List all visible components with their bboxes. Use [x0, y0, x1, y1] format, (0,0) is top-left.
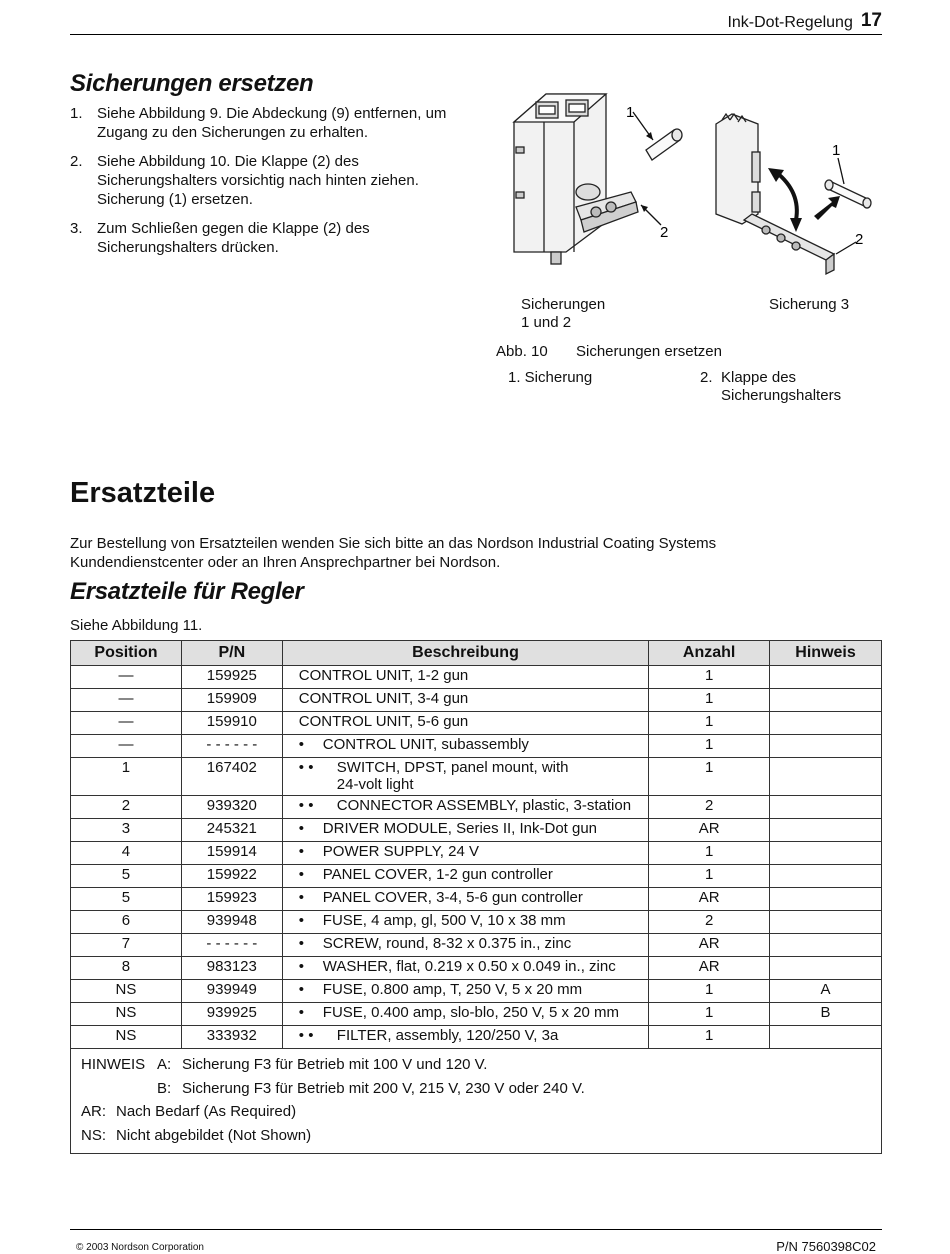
- cell-description: [282, 1026, 648, 1049]
- cell-position: 1: [71, 758, 182, 796]
- figure-label-left-line2: 1 und 2: [521, 314, 572, 331]
- row-description: CONTROL UNIT, 3-4 gun: [298, 690, 469, 707]
- table-row: [71, 1026, 882, 1049]
- cell-description: [282, 1003, 648, 1026]
- note-b: [81, 1077, 871, 1101]
- cell-pn: 159910: [181, 712, 282, 735]
- cell-quantity: 1: [649, 689, 770, 712]
- cell-description: [282, 842, 648, 865]
- cell-note: B: [770, 1003, 882, 1026]
- cell-quantity: AR: [649, 819, 770, 842]
- cell-note: [770, 934, 882, 957]
- cell-description: [282, 888, 648, 911]
- cell-note: [770, 842, 882, 865]
- callout-1b: 1: [832, 142, 841, 159]
- table-row: [71, 1003, 882, 1026]
- cell-note: [770, 865, 882, 888]
- footer-rule: [70, 1229, 882, 1230]
- figure-legend-1: 1. Sicherung: [508, 369, 593, 386]
- table-row: [71, 865, 882, 888]
- cell-pn: 939925: [181, 1003, 282, 1026]
- cell-quantity: 1: [649, 758, 770, 796]
- row-description: FILTER, assembly, 120/250 V, 3a: [336, 1027, 559, 1044]
- table-row: [71, 957, 882, 980]
- figure-label-left: [521, 296, 605, 332]
- row-description: PANEL COVER, 1-2 gun controller: [322, 866, 553, 883]
- row-description: WASHER, flat, 0.219 x 0.50 x 0.049 in., zinc: [322, 958, 616, 975]
- page-header: [70, 8, 882, 35]
- cell-description: [282, 666, 648, 689]
- cell-pn: - - - - - -: [181, 934, 282, 957]
- cell-description: [282, 689, 648, 712]
- fuse-step-number: 3.: [70, 220, 83, 237]
- note-ns-key: NS:: [81, 1126, 107, 1144]
- parts-table: [70, 640, 882, 1154]
- callout-line-1b: [838, 158, 844, 184]
- bullet-marker: •: [298, 1004, 305, 1021]
- callout-2b: 2: [855, 231, 864, 248]
- header-pn: P/N: [181, 641, 282, 666]
- cell-position: 6: [71, 911, 182, 934]
- row-description: CONNECTOR ASSEMBLY, plastic, 3-station: [336, 797, 632, 814]
- cell-note: [770, 666, 882, 689]
- notes-cell: [71, 1049, 882, 1154]
- cell-pn: 159925: [181, 666, 282, 689]
- parts-table-header: [71, 641, 882, 666]
- cell-pn: 939320: [181, 796, 282, 819]
- table-row: [71, 689, 882, 712]
- bullet-marker: •: [298, 912, 305, 929]
- cell-description: [282, 934, 648, 957]
- figure-label-right: Sicherung 3: [769, 296, 850, 313]
- note-a-text: Sicherung F3 für Betrieb mit 100 V und 120 V.: [182, 1056, 488, 1073]
- note-b-key: B:: [157, 1079, 172, 1097]
- rotation-arrow: [776, 172, 797, 220]
- row-description: SWITCH, DPST, panel mount, with: [336, 759, 569, 776]
- cell-pn: 333932: [181, 1026, 282, 1049]
- footer-part-number: P/N 7560398C02: [776, 1239, 876, 1254]
- section-heading-spare-parts: Ersatzteile: [70, 477, 216, 509]
- cell-position: —: [71, 689, 182, 712]
- cell-description: [282, 980, 648, 1003]
- table-row: [71, 911, 882, 934]
- bullet-marker: •: [298, 866, 305, 883]
- cell-note: [770, 911, 882, 934]
- row-description: DRIVER MODULE, Series II, Ink-Dot gun: [322, 820, 598, 837]
- bullet-marker: •: [298, 958, 305, 975]
- cell-position: 4: [71, 842, 182, 865]
- cell-quantity: AR: [649, 888, 770, 911]
- row-description: CONTROL UNIT, 1-2 gun: [298, 667, 469, 684]
- cell-quantity: 2: [649, 911, 770, 934]
- row-description: SCREW, round, 8-32 x 0.375 in., zinc: [322, 935, 572, 952]
- cell-pn: 159914: [181, 842, 282, 865]
- note-a-key: A:: [157, 1056, 172, 1073]
- note-ns-text: Nicht abgebildet (Not Shown): [116, 1126, 312, 1144]
- fuse-step: [70, 104, 470, 142]
- insert-arrow: [814, 196, 840, 220]
- figure-label-left-line1: Sicherungen: [521, 296, 606, 313]
- bullet-marker: •: [298, 889, 305, 906]
- header-description: Beschreibung: [282, 641, 648, 666]
- fuse-step: [70, 152, 470, 209]
- fuse-steps-list: [70, 104, 470, 267]
- row-description: POWER SUPPLY, 24 V: [322, 843, 479, 860]
- cell-note: [770, 819, 882, 842]
- parts-table-notes: [71, 1049, 882, 1154]
- fuse-step-text: Siehe Abbildung 10. Die Klappe (2) des Sicherungshalters vorsichtig nach hinten ziehen. Sicherung (1) ersetzen.: [97, 153, 419, 208]
- cell-description: [282, 796, 648, 819]
- cell-description: [282, 758, 648, 796]
- fuse-step: [70, 219, 470, 257]
- cell-position: 5: [71, 865, 182, 888]
- table-row: [71, 980, 882, 1003]
- fuse-step-text: Zum Schließen gegen die Klappe (2) des Sicherungshalters drücken.: [97, 220, 370, 256]
- note-b-text: Sicherung F3 für Betrieb mit 200 V, 215 V, 230 V oder 240 V.: [182, 1079, 585, 1097]
- section-heading-fuses: Sicherungen ersetzen: [70, 70, 314, 97]
- table-row: [71, 666, 882, 689]
- header-quantity: Anzahl: [649, 641, 770, 666]
- note-ar: [81, 1100, 871, 1124]
- table-row: [71, 934, 882, 957]
- cell-position: NS: [71, 980, 182, 1003]
- row-description: FUSE, 0.400 amp, slo-blo, 250 V, 5 x 20 mm: [322, 1004, 620, 1021]
- table-row: [71, 819, 882, 842]
- fuse-holder-illustration-left: [514, 94, 638, 264]
- table-row: [71, 712, 882, 735]
- bullet-marker: • •: [298, 1027, 314, 1044]
- fuse-step-number: 2.: [70, 153, 83, 170]
- page-number: 17: [860, 10, 882, 31]
- cell-position: NS: [71, 1003, 182, 1026]
- row-description: CONTROL UNIT, 5-6 gun: [298, 713, 469, 730]
- callout-line-2b: [836, 242, 856, 254]
- cell-note: [770, 957, 882, 980]
- section-heading-controller-parts: Ersatzteile für Regler: [70, 578, 304, 605]
- cell-pn: - - - - - -: [181, 735, 282, 758]
- callout-2a: 2: [660, 224, 669, 241]
- header-position: Position: [71, 641, 182, 666]
- note-a: [81, 1053, 871, 1077]
- cell-quantity: AR: [649, 957, 770, 980]
- callout-1a: 1: [626, 104, 635, 121]
- table-row: [71, 888, 882, 911]
- cell-description: [282, 819, 648, 842]
- cell-position: 3: [71, 819, 182, 842]
- cell-pn: 983123: [181, 957, 282, 980]
- table-row: [71, 842, 882, 865]
- cell-position: 2: [71, 796, 182, 819]
- cell-note: [770, 1026, 882, 1049]
- figure-legend-2: [700, 369, 841, 405]
- note-hinweis-label: HINWEIS: [81, 1056, 146, 1073]
- cell-quantity: 1: [649, 712, 770, 735]
- cell-note: [770, 712, 882, 735]
- cell-note: A: [770, 980, 882, 1003]
- cell-position: —: [71, 712, 182, 735]
- bullet-marker: •: [298, 935, 305, 952]
- fuse-step-text: Siehe Abbildung 9. Die Abdeckung (9) entfernen, um Zugang zu den Sicherungen zu erhalten.: [97, 105, 447, 141]
- figure-legend-2-line2: Sicherungshalters: [721, 387, 842, 404]
- cell-quantity: 1: [649, 842, 770, 865]
- header-title: Ink-Dot-Regelung: [727, 14, 853, 31]
- note-ns: [81, 1124, 871, 1148]
- cell-description: [282, 865, 648, 888]
- cell-description: [282, 911, 648, 934]
- cell-note: [770, 888, 882, 911]
- cell-pn: 939948: [181, 911, 282, 934]
- cell-quantity: 1: [649, 666, 770, 689]
- cell-position: 7: [71, 934, 182, 957]
- rotation-arrowhead-bottom: [790, 218, 802, 232]
- bullet-marker: • •: [298, 797, 314, 814]
- cell-note: [770, 735, 882, 758]
- cell-position: 8: [71, 957, 182, 980]
- fuse-holder-illustration-right: [716, 114, 834, 274]
- bullet-marker: •: [298, 736, 305, 753]
- note-ar-key: AR:: [81, 1103, 107, 1120]
- cell-quantity: AR: [649, 934, 770, 957]
- cell-position: —: [71, 666, 182, 689]
- cell-position: 5: [71, 888, 182, 911]
- cell-quantity: 1: [649, 735, 770, 758]
- header-note: Hinweis: [770, 641, 882, 666]
- cell-pn: 159909: [181, 689, 282, 712]
- bullet-marker: • •: [298, 759, 314, 776]
- cell-note: [770, 796, 882, 819]
- cell-pn: 159922: [181, 865, 282, 888]
- cell-quantity: 2: [649, 796, 770, 819]
- spare-parts-intro: Zur Bestellung von Ersatzteilen wenden Sie sich bitte an das Nordson Industrial Coating Systems Kundendienstcenter oder an Ihren Ansprechpartner bei Nordson.: [70, 535, 717, 571]
- cell-quantity: 1: [649, 1003, 770, 1026]
- row-description: CONTROL UNIT, subassembly: [322, 736, 529, 753]
- fuse-replacement-figure: [496, 92, 886, 292]
- figure-title: Sicherungen ersetzen: [576, 343, 722, 360]
- figure-legend-2-line1: Klappe des: [721, 369, 797, 386]
- figure-legend-2-num: 2.: [700, 369, 713, 386]
- see-figure-reference: Siehe Abbildung 11.: [70, 617, 203, 634]
- cell-pn: 245321: [181, 819, 282, 842]
- table-row: [71, 796, 882, 819]
- row-description-cont: 24-volt light: [336, 776, 414, 793]
- cell-position: NS: [71, 1026, 182, 1049]
- cell-description: [282, 735, 648, 758]
- cell-quantity: 1: [649, 1026, 770, 1049]
- cell-note: [770, 689, 882, 712]
- bullet-marker: •: [298, 843, 305, 860]
- cell-pn: 159923: [181, 888, 282, 911]
- cell-note: [770, 758, 882, 796]
- callout-arrowhead-1a: [646, 132, 653, 140]
- footer-copyright: © 2003 Nordson Corporation: [76, 1242, 204, 1253]
- row-description: FUSE, 4 amp, gl, 500 V, 10 x 38 mm: [322, 912, 566, 929]
- cell-description: [282, 957, 648, 980]
- cell-pn: 939949: [181, 980, 282, 1003]
- table-row: [71, 758, 882, 796]
- cell-quantity: 1: [649, 865, 770, 888]
- bullet-marker: •: [298, 820, 305, 837]
- cell-position: —: [71, 735, 182, 758]
- fuse-step-number: 1.: [70, 105, 83, 122]
- bullet-marker: •: [298, 981, 305, 998]
- row-description: PANEL COVER, 3-4, 5-6 gun controller: [322, 889, 583, 906]
- row-description: FUSE, 0.800 amp, T, 250 V, 5 x 20 mm: [322, 981, 583, 998]
- note-ar-text: Nach Bedarf (As Required): [116, 1103, 297, 1120]
- figure-abb-number: Abb. 10: [496, 343, 548, 360]
- cell-description: [282, 712, 648, 735]
- cell-quantity: 1: [649, 980, 770, 1003]
- cell-pn: 167402: [181, 758, 282, 796]
- table-row: [71, 735, 882, 758]
